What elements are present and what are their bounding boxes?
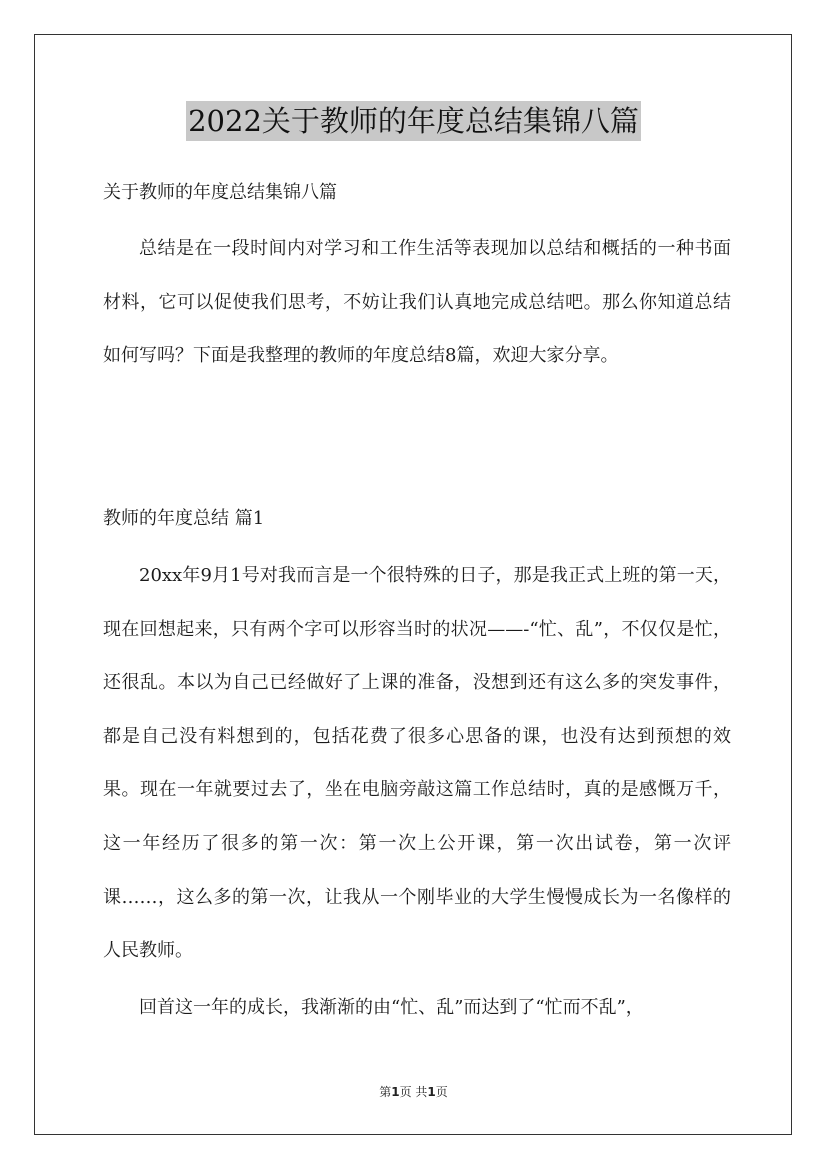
footer-page-middle: 页 共 <box>399 1085 428 1099</box>
page-footer <box>0 1083 827 1100</box>
document-subtitle: 关于教师的年度总结集锦八篇 <box>103 182 337 203</box>
footer-page-suffix: 页 <box>435 1085 448 1099</box>
intro-paragraph: 总结是在一段时间内对学习和工作生活等表现加以总结和概括的一种书面材料，它可以促使我们思考，不妨让我们认真地完成总结吧。那么你知道总结如何写吗？下面是我整理的教师的年度总结8篇，欢迎大家分享。 <box>103 238 731 367</box>
title-container <box>0 101 827 141</box>
footer-page-current: 1 <box>391 1085 400 1099</box>
document-title: 2022关于教师的年度总结集锦八篇 <box>186 101 641 141</box>
body-paragraph-2: 回首这一年的成长，我渐渐的由“忙、乱”而达到了“忙而不乱”， <box>139 997 644 1018</box>
footer-page-prefix: 第 <box>379 1085 392 1099</box>
section-heading: 教师的年度总结 篇1 <box>103 508 265 529</box>
footer-page-total: 1 <box>427 1085 436 1099</box>
body-paragraph-1: 20xx年9月1号对我而言是一个很特殊的日子，那是我正式上班的第一天，现在回想起来，只有两个字可以形容当时的状况——-“忙、乱”，不仅仅是忙，还很乱。本以为自己已经做好了上课的准备，没想到还有这么多的突发事件，都是自己没有料想到的，包括花费了很多心思备的课，也没有达到预想的效果。现在一年就要过去了，坐在电脑旁敲这篇工作总结时，真的是感慨万千，这一年经历了很多的第一次：第一次上公开课，第一次出试卷，第一次评课……，这么多的第一次，让我从一个刚毕业的大学生慢慢成长为一名像样的人民教师。 <box>103 565 731 962</box>
